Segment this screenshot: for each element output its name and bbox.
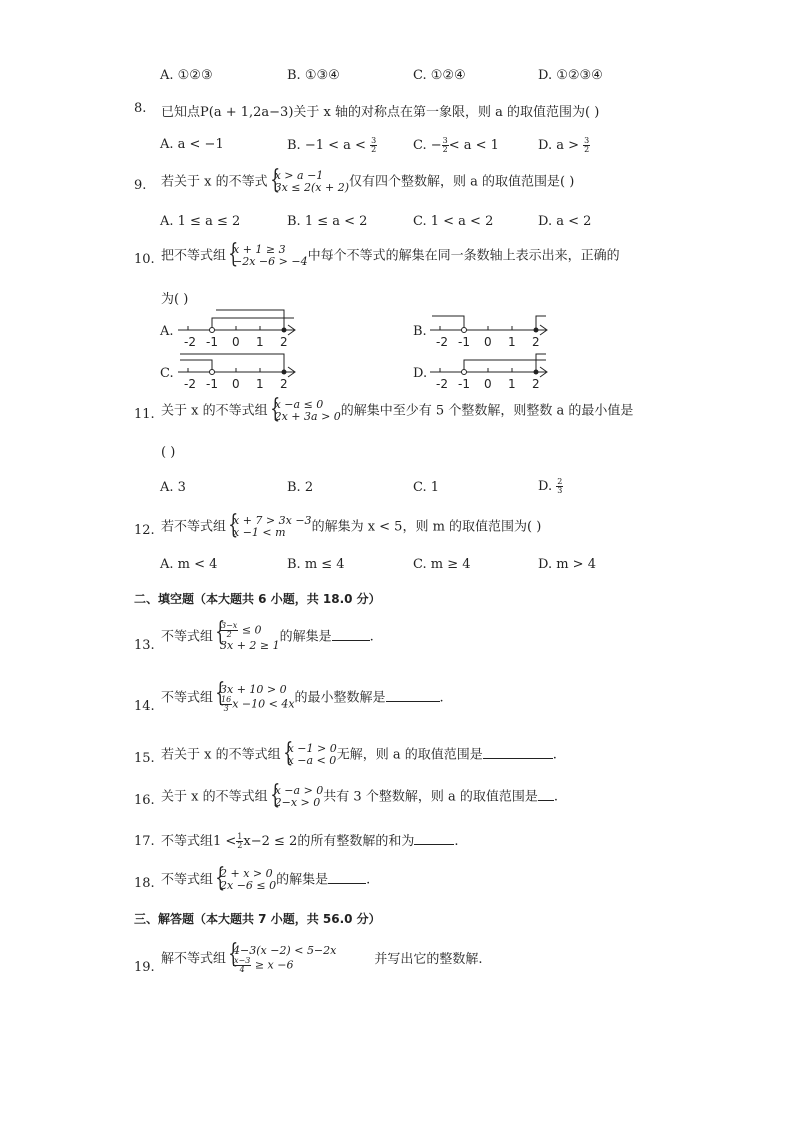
q10-d-tick: -1 xyxy=(458,377,470,391)
q7-option-b: B. ①③④ xyxy=(287,68,340,83)
q10-d-tick: 2 xyxy=(532,377,540,391)
q10-label-a: A. xyxy=(160,324,174,339)
q16-answer-blank[interactable] xyxy=(538,788,554,801)
section-answer-title: 三、解答题（本大题共 7 小题，共 56.0 分） xyxy=(134,912,381,926)
q7-option-d: D. ①②③④ xyxy=(538,68,603,83)
q10-numberline-a xyxy=(176,306,300,350)
q10-b-tick: -2 xyxy=(436,335,448,349)
q15-stem: 若关于 x 的不等式组 { x −1 > 0 x −a < 0 无解，则 a 的取值范围是 . xyxy=(161,743,557,767)
q12-option-c: C. m ≥ 4 xyxy=(413,557,471,572)
q15-system: { x −1 > 0 x −a < 0 xyxy=(281,743,337,767)
q10-b-tick: -1 xyxy=(458,335,470,349)
q9-stem: 若关于 x 的不等式 { x > a −1 3x ≤ 2(x + 2) 仅有四个整数解，则 a 的取值范围是( ) xyxy=(161,170,574,194)
q10-label-c: C. xyxy=(160,366,174,381)
q11-option-b: B. 2 xyxy=(287,480,314,495)
q12-number: 12. xyxy=(134,523,155,538)
q8-option-c: C. − $\frac{3}{2}$ < a < 1 xyxy=(413,136,499,154)
q8-option-d: D. a > $\frac{3}{2}$ xyxy=(538,136,590,154)
section-fill-in-title: 二、填空题（本大题共 6 小题，共 18.0 分） xyxy=(134,592,381,606)
q10-numberline-d xyxy=(428,348,552,392)
q9-option-c: C. 1 < a < 2 xyxy=(413,214,494,229)
q10-d-tick: -2 xyxy=(436,377,448,391)
q18-answer-blank[interactable] xyxy=(328,871,366,884)
q14-number: 14. xyxy=(134,699,155,714)
q8-stem: 已知点P(a + 1,2a−3)关于 x 轴的对称点在第一象限，则 a 的取值范围为( ) xyxy=(161,105,600,120)
q11-option-d: D. $\frac{2}{3}$ xyxy=(538,477,563,495)
q10-a-tick: 0 xyxy=(232,335,240,349)
q19-number: 19. xyxy=(134,960,155,975)
q9-system: { x > a −1 3x ≤ 2(x + 2) xyxy=(268,170,349,194)
q10-b-tick: 0 xyxy=(484,335,492,349)
q7-option-a: A. ①②③ xyxy=(160,68,213,83)
q10-a-tick: 2 xyxy=(280,335,288,349)
q7-option-c: C. ①②④ xyxy=(413,68,466,83)
q10-stem: 把不等式组 { x + 1 ≥ 3 −2x −6 > −4 中每个不等式的解集在同一条数轴上表示出来，正确的 xyxy=(161,244,620,268)
q10-c-tick: 0 xyxy=(232,377,240,391)
q9-number: 9. xyxy=(134,178,147,193)
q10-b-tick: 2 xyxy=(532,335,540,349)
q10-numberline-b xyxy=(428,306,552,350)
q13-answer-blank[interactable] xyxy=(332,628,370,641)
q14-stem: 不等式组 { 3x + 10 > 0 $\frac{16}{3}$ x −10 < 4x 的最小整数解是 . xyxy=(161,683,444,713)
q10-d-tick: 1 xyxy=(508,377,516,391)
q10-c-tick: -1 xyxy=(206,377,218,391)
q10-label-b: B. xyxy=(413,324,427,339)
q12-stem: 若不等式组 { x + 7 > 3x −3 x −1 < m 的解集为 x < 5，则 m 的取值范围为( ) xyxy=(161,515,541,539)
q11-number: 11. xyxy=(134,407,155,422)
q19-system: { 4−3(x −2) < 5−2x $\frac{x-3}{4}$ ≥ x −6 xyxy=(226,944,336,974)
q17-answer-blank[interactable] xyxy=(414,832,454,845)
q10-numberline-c xyxy=(176,348,300,392)
q10-a-tick: -2 xyxy=(184,335,196,349)
q15-number: 15. xyxy=(134,751,155,766)
q13-stem: 不等式组 { $\frac{3-x}{2}$ ≤ 0 3x + 2 ≥ 1 的解集是 . xyxy=(161,622,374,652)
q16-system: { x −a > 0 2−x > 0 xyxy=(268,785,324,809)
q10-label-d: D. xyxy=(413,366,428,381)
q10-b-tick: 1 xyxy=(508,335,516,349)
q10-stem-line2: 为( ) xyxy=(161,292,189,307)
q13-number: 13. xyxy=(134,638,155,653)
q17-stem: 不等式组1 < $\frac{1}{2}$ x−2 ≤ 2的所有整数解的和为 . xyxy=(161,832,459,850)
q13-system: { $\frac{3-x}{2}$ ≤ 0 3x + 2 ≥ 1 xyxy=(213,622,280,652)
q11-option-c: C. 1 xyxy=(413,480,440,495)
q12-option-d: D. m > 4 xyxy=(538,557,596,572)
q10-a-tick: 1 xyxy=(256,335,264,349)
q11-system: { x −a ≤ 0 2x + 3a > 0 xyxy=(268,399,341,423)
q9-option-d: D. a < 2 xyxy=(538,214,592,229)
q18-system: { 2 + x > 0 2x −6 ≤ 0 xyxy=(213,868,276,892)
q9-option-b: B. 1 ≤ a < 2 xyxy=(287,214,368,229)
q12-option-b: B. m ≤ 4 xyxy=(287,557,345,572)
q10-system: { x + 1 ≥ 3 −2x −6 > −4 xyxy=(226,244,308,268)
q11-stem-line2: ( ) xyxy=(161,445,176,460)
q16-number: 16. xyxy=(134,793,155,808)
q12-system: { x + 7 > 3x −3 x −1 < m xyxy=(226,515,312,539)
q15-answer-blank[interactable] xyxy=(483,746,553,759)
q18-number: 18. xyxy=(134,876,155,891)
q10-number: 10. xyxy=(134,252,155,267)
q10-c-tick: 1 xyxy=(256,377,264,391)
q8-option-b: B. −1 < a < $\frac{3}{2}$ xyxy=(287,136,377,154)
q11-stem: 关于 x 的不等式组 { x −a ≤ 0 2x + 3a > 0 的解集中至少有 5 个整数解，则整数 a 的最小值是 xyxy=(161,399,633,423)
q18-stem: 不等式组 { 2 + x > 0 2x −6 ≤ 0 的解集是 . xyxy=(161,868,370,892)
q19-stem: 解不等式组 { 4−3(x −2) < 5−2x $\frac{x-3}{4}$ ≥ x −6 并写出它的整数解. xyxy=(161,944,483,974)
q14-answer-blank[interactable] xyxy=(386,689,440,702)
q10-c-tick: 2 xyxy=(280,377,288,391)
q8-number: 8. xyxy=(134,101,147,116)
q14-system: { 3x + 10 > 0 $\frac{16}{3}$ x −10 < 4x xyxy=(213,683,295,713)
q16-stem: 关于 x 的不等式组 { x −a > 0 2−x > 0 共有 3 个整数解，则 a 的取值范围是 . xyxy=(161,785,558,809)
q11-option-a: A. 3 xyxy=(160,480,186,495)
q9-option-a: A. 1 ≤ a ≤ 2 xyxy=(160,214,241,229)
q10-c-tick: -2 xyxy=(184,377,196,391)
q10-d-tick: 0 xyxy=(484,377,492,391)
q10-a-tick: -1 xyxy=(206,335,218,349)
q8-option-a: A. a < −1 xyxy=(160,137,224,152)
q12-option-a: A. m < 4 xyxy=(160,557,218,572)
q17-number: 17. xyxy=(134,834,155,849)
